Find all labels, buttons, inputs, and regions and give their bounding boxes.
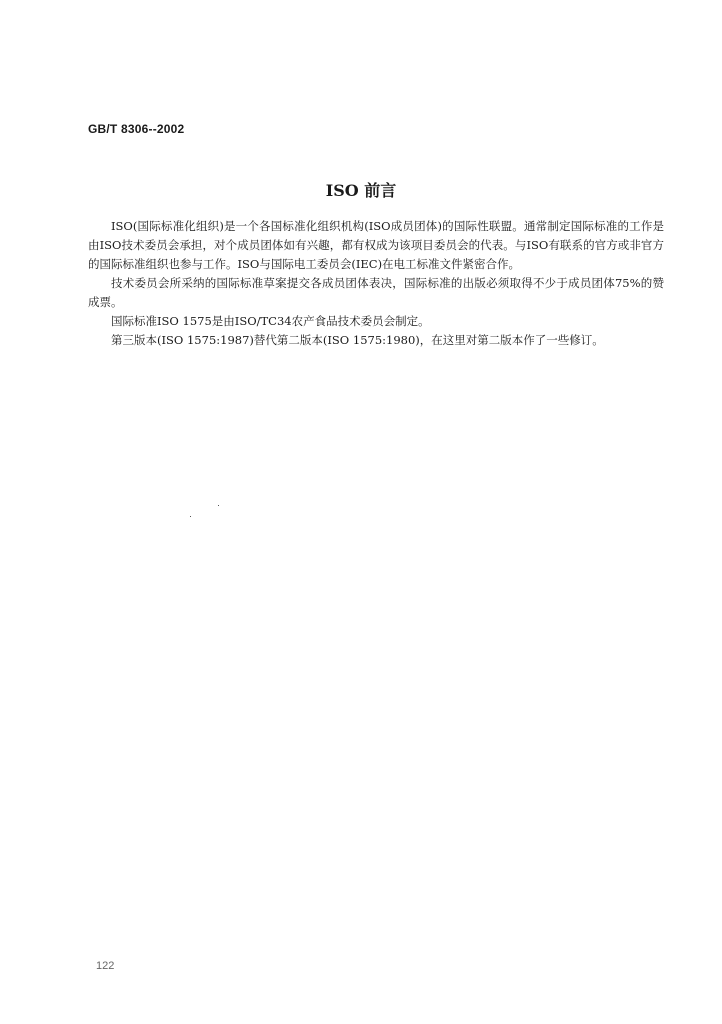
page-number: 122 [96, 960, 115, 972]
scan-speck [218, 505, 219, 506]
standard-code: GB/T 8306--2002 [88, 122, 185, 136]
foreword-body [88, 217, 664, 350]
paragraph-voting: 技术委员会所采纳的国际标准草案提交各成员团体表决，国际标准的出版必须取得不少于成员团体75%的赞成票。 [88, 276, 664, 309]
paragraph-edition: 第三版本(ISO 1575:1987)替代第二版本(ISO 1575:1980)，在这里对第二版本作了一些修订。 [111, 333, 604, 347]
page-title: ISO 前言 [325, 181, 397, 200]
paragraph-committee: 国际标准ISO 1575是由ISO/TC34农产食品技术委员会制定。 [111, 314, 430, 328]
scan-speck [190, 516, 191, 517]
paragraph-iso-intro: ISO(国际标准化组织)是一个各国标准化组织机构(ISO成员团体)的国际性联盟。通常制定国际标准的工作是由ISO技术委员会承担，对个成员团体如有兴趣，都有权成为该项目委员会的代表。与ISO有联系的官方或非官方的国际标准组织也参与工作。ISO与国际电工委员会(IEC)在电工标准文件紧密合作。 [88, 219, 664, 271]
